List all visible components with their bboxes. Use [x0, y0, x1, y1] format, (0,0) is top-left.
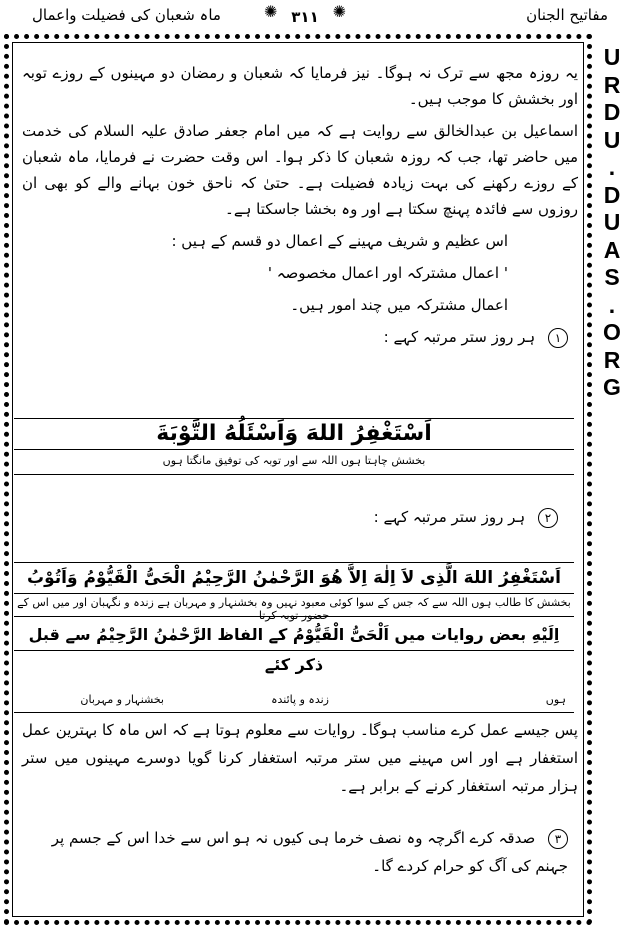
side-letter: . — [608, 154, 616, 180]
side-letter: A — [603, 236, 621, 263]
paragraph: یہ روزہ مجھ سے ترک نہ ہوگا۔ نیز فرمایا کہ شعبان و رمضان دو مہینوں کے روزے توبہ اور بخشش کا موجب ہیں۔ — [22, 64, 578, 108]
item-number: ۱ — [548, 328, 568, 348]
side-letter: O — [603, 319, 621, 345]
side-letter: U — [603, 126, 621, 153]
dua-translation: بخشش چاہتا ہوں اللہ سے اور توبہ کی توفیق مانگتا ہوں — [14, 454, 574, 475]
dua-arabic-note: اِلَيْهِ بعض روایات میں اَلْحَىُّ الْقَيُّوْمُ کے الفاظ الرَّحْمٰنُ الرَّحِيْمُ سے قبل ذکر کئے — [14, 620, 574, 651]
item-text: صدقہ کرے اگرچہ وہ نصف خرما ہی کیوں نہ ہو اس سے خدا اس کے جسم پر جہنم کی آگ کو حرام کردے گا۔ — [51, 829, 568, 875]
item-number: ۳ — [548, 829, 568, 849]
side-letter: U — [603, 209, 621, 235]
side-letter: R — [603, 71, 621, 98]
list-item — [22, 324, 578, 350]
side-letter: R — [603, 346, 621, 373]
side-letter: U — [603, 44, 621, 70]
list-item — [22, 824, 578, 880]
ornament-icon: ✺ — [264, 2, 278, 21]
translation-words-row — [14, 690, 574, 713]
dua-arabic: اَسْتَغْفِرُ اللهَ وَاَسْئَلُهُ التَّوْبَةَ — [14, 418, 574, 450]
side-letter: G — [603, 374, 621, 400]
header-section-title: ماہ شعبان کی فضیلت واعمال — [32, 6, 221, 24]
dua-translation: بخشش کا طالب ہوں اللہ سے کہ جس کے سوا کوئی معبود نہیں وہ بخشنہار و مہربان ہے زندہ و نگہبان اور میں اس کے حضور توبہ کرتا — [14, 596, 574, 617]
main-text — [22, 60, 578, 356]
header-book-title: مفاتیح الجنان — [526, 6, 608, 24]
item-text: ہر روز ستر مرتبہ کہے : — [383, 328, 536, 346]
item-number: ۲ — [538, 508, 558, 528]
word: ہوں — [545, 693, 566, 706]
side-watermark — [600, 44, 624, 402]
dua-arabic: اَسْتَغْفِرُ اللهَ الَّذِى لاَ اِلٰهَ اِلاَّ هُوَ الرَّحْمٰنُ الرَّحِيْمُ الْحَىُّ الْقَيُّوْمُ وَاَتُوْبُ — [14, 562, 574, 594]
paragraph: اسماعیل بن عبدالخالق سے روایت ہے کہ میں امام جعفر صادق علیہ السلام کی خدمت میں حاضر تھا، جب کہ روزہ شعبان کا ذکر ہوا۔ اس وقت حضرت نے فرمایا، ماہ شعبان کے روزے رکھنے کی بہت زیادہ فضیلت ہے۔ حتیٰ کہ ناحق خون بہانے والے کو بھی ان روزوں سے فائدہ پہنچ سکتا ہے اور وہ بخشا جاسکتا ہے۔ — [22, 122, 578, 218]
list-item — [22, 508, 578, 528]
paragraph: پس جیسے عمل کرے مناسب ہوگا۔ روایات سے معلوم ہوتا ہے کہ اس ماہ کا بہترین عمل استغفار ہے اور اس مہینے میں ستر مرتبہ استغفار کرنا گویا دوسرے مہینوں میں ستر ہزار مرتبہ استغفار کرنے کے برابر ہے۔ — [22, 721, 578, 795]
page-number: ۳۱۱ — [291, 8, 319, 26]
word: زندہ و پائندہ — [271, 693, 329, 706]
paragraph: اس عظیم و شریف مہینے کے اعمال دو قسم کے ہیں : — [171, 232, 508, 250]
ornament-icon: ✺ — [332, 2, 346, 21]
item-text: ہر روز ستر مرتبہ کہے : — [373, 508, 526, 526]
side-letter: S — [604, 264, 620, 290]
paragraph: ' اعمال مشترکہ اور اعمال مخصوصہ ' — [267, 264, 508, 282]
side-letter: D — [603, 181, 621, 208]
side-letter: . — [608, 291, 616, 318]
side-letter: D — [603, 99, 621, 125]
page-number-ornament — [262, 2, 348, 32]
paragraph: اعمال مشترکہ میں چند امور ہیں۔ — [290, 296, 508, 314]
word: بخشنہار و مہربان — [80, 693, 164, 706]
